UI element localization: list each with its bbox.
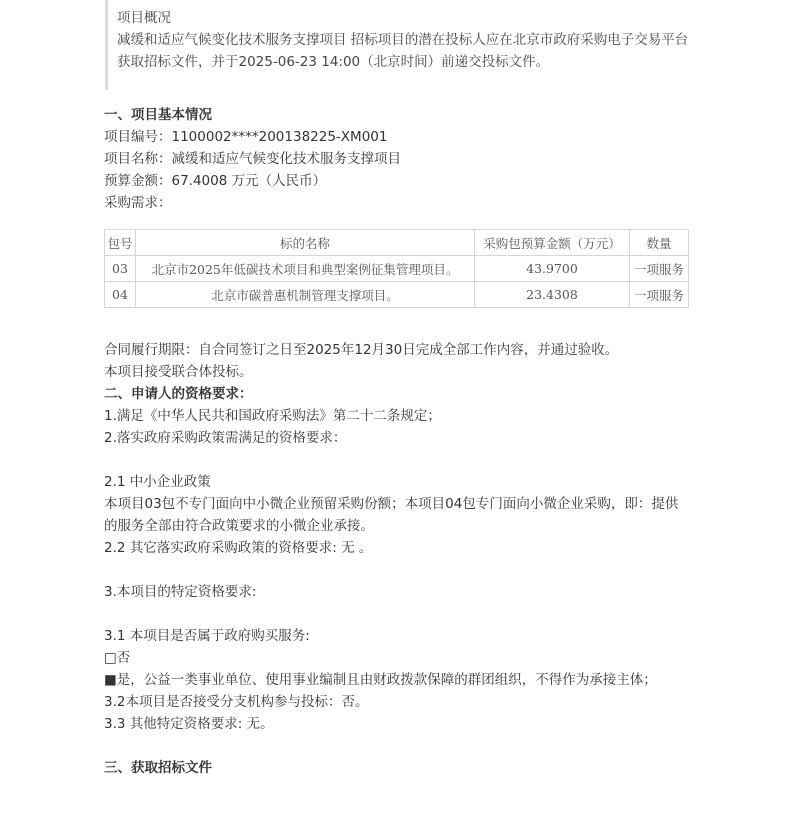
project-name: 项目名称：减缓和适应气候变化技术服务支撑项目 (104, 151, 401, 167)
package-budget: 43.9700 (475, 256, 630, 282)
contract-period: 合同履行期限：自合同签订之日至2025年12月30日完成全部工作内容，并通过验收。 (104, 342, 619, 358)
package-table (104, 229, 689, 308)
quantity: 一项服务 (630, 256, 689, 282)
header-item-name: 标的名称 (136, 230, 475, 256)
overview-text: 减缓和适应气候变化技术服务支撑项目 招标项目的潜在投标人应在北京市政府采购电子交易平台获取招标文件，并于2025-06-23 14:00（北京时间）前递交投标文件。 (117, 32, 689, 70)
option-yes-checkbox: ■是，公益一类事业单位、使用事业编制且由财政拨款保障的群团组织，不得作为承接主体； (104, 672, 657, 688)
other-policy-requirement: 2.2 其它落实政府采购政策的资格要求: 无 。 (104, 540, 373, 556)
gov-purchase-service-question: 3.1 本项目是否属于政府购买服务: (104, 628, 310, 644)
sme-policy-title: 2.1 中小企业政策 (104, 474, 211, 490)
budget-amount: 预算金额：67.4008 万元（人民币） (104, 173, 327, 189)
item-name: 北京市碳普惠机制管理支撑项目。 (136, 282, 475, 308)
option-no-checkbox: □否 (104, 650, 131, 666)
package-no: 03 (105, 256, 136, 282)
specific-qualification-title: 3.本项目的特定资格要求: (104, 584, 257, 600)
sme-policy-text: 本项目03包不专门面向中小微企业预留采购份额；本项目04包专门面向小微企业采购，即：提供的服务全部由符合政策要求的小微企业承接。 (104, 496, 679, 534)
section2-heading: 二、申请人的资格要求： (104, 386, 253, 402)
header-quantity: 数量 (630, 230, 689, 256)
item-name: 北京市2025年低碳技术项目和典型案例征集管理项目。 (136, 256, 475, 282)
package-no: 04 (105, 282, 136, 308)
qualification-item-1: 1.满足《中华人民共和国政府采购法》第二十二条规定； (104, 408, 441, 424)
section1-heading: 一、项目基本情况 (104, 107, 212, 123)
header-package-no: 包号 (105, 230, 136, 256)
other-specific-requirement: 3.3 其他特定资格要求: 无。 (104, 716, 274, 732)
header-budget: 采购包预算金额（万元） (475, 230, 630, 256)
branch-bidding-note: 3.2本项目是否接受分支机构参与投标：否。 (104, 694, 369, 710)
table-row (105, 282, 689, 308)
table-header-row (105, 230, 689, 256)
project-number: 项目编号：1100002****200138225-XM001 (104, 129, 388, 145)
quantity: 一项服务 (630, 282, 689, 308)
qualification-item-2: 2.落实政府采购政策需满足的资格要求： (104, 430, 347, 446)
requirement-label: 采购需求： (104, 195, 172, 211)
table-row (105, 256, 689, 282)
overview-title: 项目概况 (117, 10, 171, 26)
consortium-note: 本项目接受联合体投标。 (104, 364, 253, 380)
announcement-content (104, 0, 694, 779)
section3-heading: 三、获取招标文件 (104, 760, 212, 776)
package-budget: 23.4308 (475, 282, 630, 308)
overview-block (105, 0, 694, 90)
